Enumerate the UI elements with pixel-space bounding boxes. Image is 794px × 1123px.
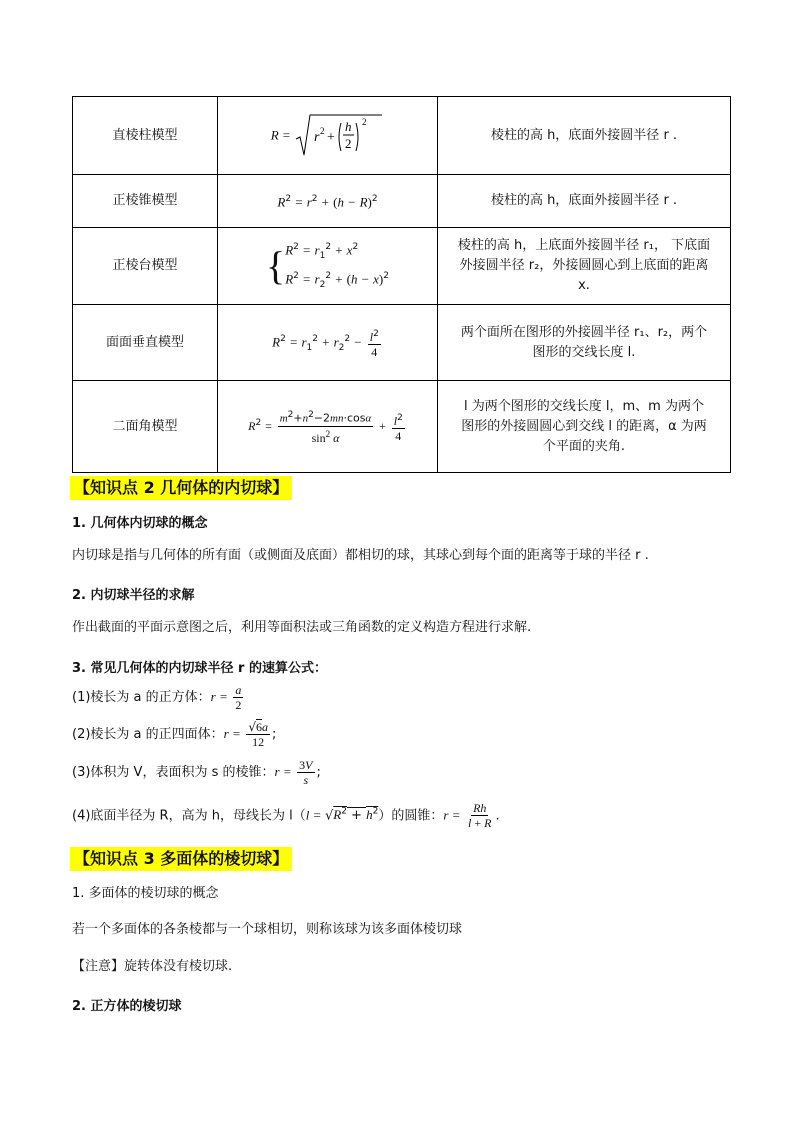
model-description: 棱柱的高 h，底面外接圆半径 r . [438,175,731,228]
model-name: 直棱柱模型 [73,97,218,175]
table-row [73,381,731,473]
section-heading: 【知识点 3 多面体的棱切球】 [70,847,292,871]
svg-text:2: 2 [362,116,367,127]
table-row [73,228,731,305]
model-description: 棱柱的高 h，底面外接圆半径 r . [438,97,731,175]
model-description: 两个面所在图形的外接圆半径 r₁、r₂，两个 图形的交线长度 l. [438,305,731,381]
paragraph: 若一个多面体的各条棱都与一个球相切，则称该球为该多面体棱切球 [72,922,463,937]
paragraph: 内切球是指与几何体的所有面（或侧面及底面）都相切的球，其球心到每个面的距离等于球的半径 r . [72,548,649,563]
svg-text:h: h [345,118,352,134]
table-row [73,175,731,228]
paragraph: 作出截面的平面示意图之后，利用等面积法或三角函数的定义构造方程进行求解. [72,620,532,635]
formula-item: (3)体积为 V，表面积为 s 的棱锥：r = $\frac{3V}{s}$ ; [72,758,321,787]
subsection-title: 1. 多面体的棱切球的概念 [72,886,219,901]
subsection-title: 2. 内切球半径的求解 [72,588,195,603]
model-description: l 为两个图形的交线长度 l，m、m 为两个 图形的外接圆圆心到交线 l 的距离，α 为两 个平面的夹角. [438,381,731,473]
note: 【注意】旋转体没有棱切球. [72,959,233,974]
formula-item: (1)棱长为 a 的正方体：r = $\frac{a}{2}$ [72,683,242,712]
model-name: 正棱锥模型 [73,175,218,228]
sqrt-formula [294,111,384,161]
formula-item: (4)底面半径为 R，高为 h，母线长为 $l(l = √R^2 + h^2)$的圆锥：r = $\frac{Rh}{l + R}$ . [72,801,500,831]
table-row [73,97,731,175]
subsection-title: 1. 几何体内切球的概念 [72,516,208,531]
svg-text:2: 2 [345,135,352,151]
subsection-title: 2. 正方体的棱切球 [72,999,182,1014]
subsection-title: 3. 常见几何体的内切球半径 r 的速算公式： [72,661,327,676]
model-name: 二面角模型 [73,381,218,473]
svg-text:r: r [314,129,320,145]
model-formula: { $R^2 = r_1^2 + x^2$ $R^2 = r_2^2 + (h - x)^2$ [218,228,438,305]
svg-text:2: 2 [320,125,325,136]
model-formula: $R^2 = r^2 + (h - R)^2$ [218,175,438,228]
model-formula: $R^2$ = $\frac{m^2+n^2-2mn\cdot\cos\alpha}{\sin^2 \alpha}$ + $\frac{l^2}{4}$ [218,381,438,473]
formula-item: (2)棱长为 a 的正四面体：r = $\frac{√6a}{12}$ ; [72,720,277,749]
section-heading: 【知识点 2 几何体的内切球】 [70,476,292,500]
models-table [72,96,731,473]
model-formula: $R^2 = r_1^2 + r_2^2$ − $\frac{l^2}{4}$ [218,305,438,381]
svg-text:+: + [327,129,336,145]
model-description: 棱柱的高 h，上底面外接圆半径 r₁， 下底面 外接圆半径 r₂，外接圆圆心到上底面的距离 x. [438,228,731,305]
model-name: 面面垂直模型 [73,305,218,381]
table-row [73,305,731,381]
model-formula: R = r 2 + h 2 2 [218,97,438,175]
model-name: 正棱台模型 [73,228,218,305]
